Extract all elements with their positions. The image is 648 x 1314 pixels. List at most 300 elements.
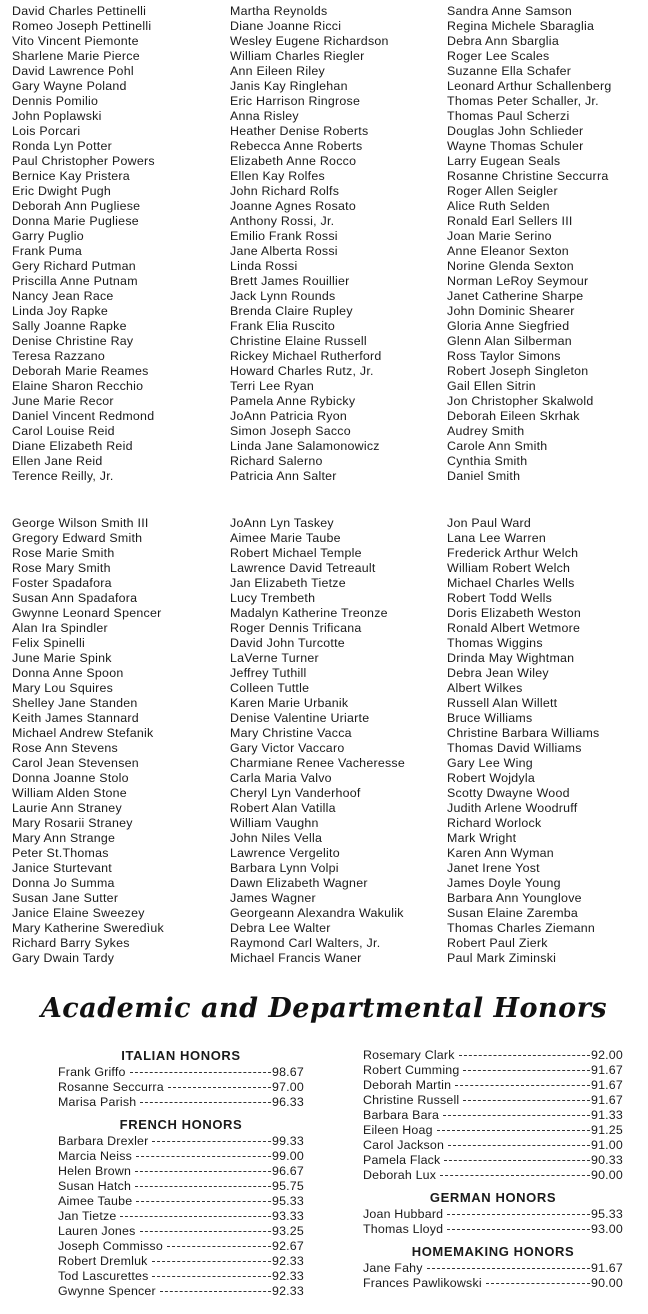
graduate-name: Ronald Albert Wetmore bbox=[447, 621, 581, 635]
honors-entry bbox=[363, 1078, 623, 1093]
leader-dashes bbox=[168, 1086, 271, 1088]
graduate-name: Albert Wilkes bbox=[447, 681, 523, 695]
graduate-name: Roger Lee Scales bbox=[447, 49, 550, 63]
honoree-name: Rosanne Seccurra bbox=[58, 1080, 164, 1094]
leader-dashes bbox=[448, 1144, 590, 1146]
graduate-name: Douglas John Schlieder bbox=[447, 124, 584, 138]
graduate-name: Richard Barry Sykes bbox=[12, 936, 130, 950]
honors-entry bbox=[363, 1138, 623, 1153]
graduate-name: Ellen Jane Reid bbox=[12, 454, 103, 468]
graduate-name: Doris Elizabeth Weston bbox=[447, 606, 582, 620]
graduate-name: Thomas Charles Ziemann bbox=[447, 921, 596, 935]
honors-entry bbox=[363, 1207, 623, 1222]
graduate-name: Jack Lynn Rounds bbox=[230, 289, 336, 303]
graduate-name: Dawn Elizabeth Wagner bbox=[230, 876, 368, 890]
graduate-name: Anthony Rossi, Jr. bbox=[230, 214, 335, 228]
graduate-name: Christine Elaine Russell bbox=[230, 334, 367, 348]
graduate-name: Christine Barbara Williams bbox=[447, 726, 600, 740]
graduate-name: Donna Anne Spoon bbox=[12, 666, 124, 680]
leader-dashes bbox=[160, 1290, 271, 1292]
graduate-name: Debra Jean Wiley bbox=[447, 666, 549, 680]
honors-right-column bbox=[363, 1048, 623, 1291]
honoree-name: Carol Jackson bbox=[363, 1138, 445, 1152]
graduate-name: David John Turcotte bbox=[230, 636, 345, 650]
honors-section-title: FRENCH HONORS bbox=[119, 1117, 243, 1132]
graduate-name: Keith James Stannard bbox=[12, 711, 139, 725]
graduate-name: Lois Porcari bbox=[12, 124, 81, 138]
leader-dashes bbox=[427, 1267, 590, 1269]
honors-entry bbox=[58, 1209, 304, 1224]
honors-entry bbox=[363, 1261, 623, 1276]
leader-dashes bbox=[463, 1069, 590, 1071]
graduate-name: Rose Marie Smith bbox=[12, 546, 115, 560]
honors-entry bbox=[58, 1194, 304, 1209]
leader-dashes bbox=[152, 1140, 271, 1142]
honor-score: 91.67 bbox=[590, 1261, 623, 1275]
honors-section bbox=[363, 1048, 623, 1183]
graduate-name: Simon Joseph Sacco bbox=[230, 424, 351, 438]
graduate-name: Jan Elizabeth Tietze bbox=[230, 576, 346, 590]
honors-entry bbox=[58, 1239, 304, 1254]
graduate-name: Laurie Ann Straney bbox=[12, 801, 122, 815]
honors-entry bbox=[363, 1153, 623, 1168]
graduate-name: Wayne Thomas Schuler bbox=[447, 139, 584, 153]
leader-dashes bbox=[459, 1054, 590, 1056]
graduate-name: Alan Ira Spindler bbox=[12, 621, 108, 635]
honors-entry bbox=[58, 1134, 304, 1149]
graduate-name: Denise Christine Ray bbox=[12, 334, 134, 348]
honoree-name: Deborah Lux bbox=[363, 1168, 437, 1182]
graduate-name: Heather Denise Roberts bbox=[230, 124, 369, 138]
graduate-name: Glenn Alan Silberman bbox=[447, 334, 572, 348]
honor-score: 99.00 bbox=[271, 1149, 304, 1163]
graduate-name: Brett James Rouillier bbox=[230, 274, 350, 288]
name-column-2 bbox=[230, 4, 389, 484]
graduate-name: John Niles Vella bbox=[230, 831, 323, 845]
graduate-name: Michael Francis Waner bbox=[230, 951, 362, 965]
graduate-name: Nancy Jean Race bbox=[12, 289, 114, 303]
graduate-name: Linda Jane Salamonowicz bbox=[230, 439, 380, 453]
honors-entry bbox=[363, 1093, 623, 1108]
graduate-name: Sally Joanne Rapke bbox=[12, 319, 127, 333]
graduate-name: Rebecca Anne Roberts bbox=[230, 139, 363, 153]
honoree-name: Robert Dremluk bbox=[58, 1254, 148, 1268]
honors-entry bbox=[363, 1276, 623, 1291]
graduate-name: William Vaughn bbox=[230, 816, 319, 830]
graduate-name: Priscilla Anne Putnam bbox=[12, 274, 138, 288]
graduate-name: Karen Marie Urbanik bbox=[230, 696, 349, 710]
graduate-name: Rose Mary Smith bbox=[12, 561, 111, 575]
leader-dashes bbox=[440, 1174, 590, 1176]
graduate-name: Michael Andrew Stefanik bbox=[12, 726, 154, 740]
graduate-name: Mary Ann Strange bbox=[12, 831, 116, 845]
honors-entry bbox=[58, 1254, 304, 1269]
leader-dashes bbox=[444, 1159, 590, 1161]
graduate-name: Cheryl Lyn Vanderhoof bbox=[230, 786, 361, 800]
graduate-name: Gary Lee Wing bbox=[447, 756, 533, 770]
graduate-name: Ann Eileen Riley bbox=[230, 64, 325, 78]
graduate-name: Mary Rosarii Straney bbox=[12, 816, 133, 830]
honors-entry bbox=[58, 1269, 304, 1284]
honoree-name: Pamela Flack bbox=[363, 1153, 441, 1167]
honoree-name: Christine Russell bbox=[363, 1093, 460, 1107]
honors-entry bbox=[58, 1080, 304, 1095]
graduate-name: Janice Sturtevant bbox=[12, 861, 112, 875]
honors-entry bbox=[58, 1149, 304, 1164]
graduate-name: Madalyn Katherine Treonze bbox=[230, 606, 388, 620]
leader-dashes bbox=[135, 1185, 271, 1187]
graduate-name: Teresa Razzano bbox=[12, 349, 106, 363]
graduate-name: Donna Jo Summa bbox=[12, 876, 115, 890]
honor-score: 95.33 bbox=[590, 1207, 623, 1221]
graduate-name: Karen Ann Wyman bbox=[447, 846, 554, 860]
graduate-name: Emilio Frank Rossi bbox=[230, 229, 338, 243]
honoree-name: Barbara Drexler bbox=[58, 1134, 149, 1148]
name-column-3 bbox=[447, 516, 599, 966]
honoree-name: Barbara Bara bbox=[363, 1108, 440, 1122]
graduate-name: George Wilson Smith III bbox=[12, 516, 149, 530]
honor-score: 92.33 bbox=[271, 1284, 304, 1298]
graduate-name: Deborah Eileen Skrhak bbox=[447, 409, 580, 423]
honors-section-title: ITALIAN HONORS bbox=[121, 1048, 241, 1063]
honoree-name: Deborah Martin bbox=[363, 1078, 452, 1092]
graduate-name: David Lawrence Pohl bbox=[12, 64, 134, 78]
graduate-name: Carla Maria Valvo bbox=[230, 771, 332, 785]
graduate-name: Norman LeRoy Seymour bbox=[447, 274, 589, 288]
graduate-name: Roger Allen Seigler bbox=[447, 184, 558, 198]
graduate-name: Elizabeth Anne Rocco bbox=[230, 154, 357, 168]
graduate-name: Daniel Smith bbox=[447, 469, 521, 483]
graduate-name: James Wagner bbox=[230, 891, 316, 905]
graduate-name: JoAnn Lyn Taskey bbox=[230, 516, 334, 530]
honor-score: 91.00 bbox=[590, 1138, 623, 1152]
honoree-name: Gwynne Spencer bbox=[58, 1284, 156, 1298]
graduate-name: LaVerne Turner bbox=[230, 651, 319, 665]
graduate-name: Vito Vincent Piemonte bbox=[12, 34, 139, 48]
leader-dashes bbox=[167, 1245, 271, 1247]
graduate-name: Janis Kay Ringlehan bbox=[230, 79, 348, 93]
honoree-name: Joseph Commisso bbox=[58, 1239, 163, 1253]
graduate-name: Susan Ann Spadafora bbox=[12, 591, 138, 605]
graduate-name: Robert Todd Wells bbox=[447, 591, 553, 605]
honors-section bbox=[58, 1116, 304, 1299]
honors-entry bbox=[363, 1123, 623, 1138]
graduate-name: Daniel Vincent Redmond bbox=[12, 409, 155, 423]
graduate-name: Patricia Ann Salter bbox=[230, 469, 337, 483]
graduate-name: Deborah Marie Reames bbox=[12, 364, 149, 378]
graduate-name: Janet Catherine Sharpe bbox=[447, 289, 584, 303]
graduate-name: Lawrence Vergelito bbox=[230, 846, 340, 860]
graduate-name: Charmiane Renee Vacheresse bbox=[230, 756, 406, 770]
graduate-name: Linda Joy Rapke bbox=[12, 304, 109, 318]
graduate-name: Barbara Lynn Volpi bbox=[230, 861, 339, 875]
graduate-name: Rosanne Christine Seccurra bbox=[447, 169, 609, 183]
honoree-name: Frank Griffo bbox=[58, 1065, 126, 1079]
honoree-name: Rosemary Clark bbox=[363, 1048, 455, 1062]
graduate-name: Janice Elaine Sweezey bbox=[12, 906, 145, 920]
honor-score: 92.67 bbox=[271, 1239, 304, 1253]
graduate-name: Mary Katherine Sweredìuk bbox=[12, 921, 165, 935]
graduate-name: Donna Marie Pugliese bbox=[12, 214, 139, 228]
honors-entry bbox=[58, 1164, 304, 1179]
graduate-name: Barbara Ann Younglove bbox=[447, 891, 582, 905]
honors-entry bbox=[58, 1224, 304, 1239]
leader-dashes bbox=[437, 1129, 590, 1131]
graduate-name: John Poplawski bbox=[12, 109, 102, 123]
graduate-name: Romeo Joseph Pettinelli bbox=[12, 19, 152, 33]
graduate-name: Susan Elaine Zaremba bbox=[447, 906, 579, 920]
honor-score: 92.00 bbox=[590, 1048, 623, 1062]
honors-entry bbox=[58, 1065, 304, 1080]
graduate-name: Russell Alan Willett bbox=[447, 696, 558, 710]
honors-section-title: GERMAN HONORS bbox=[429, 1190, 557, 1205]
graduate-name: Terri Lee Ryan bbox=[230, 379, 315, 393]
honor-score: 92.33 bbox=[271, 1269, 304, 1283]
honor-score: 95.75 bbox=[271, 1179, 304, 1193]
graduate-name: Leonard Arthur Schallenberg bbox=[447, 79, 612, 93]
graduate-name: Joanne Agnes Rosato bbox=[230, 199, 356, 213]
graduate-name: Gloria Anne Siegfried bbox=[447, 319, 570, 333]
honors-entry bbox=[363, 1048, 623, 1063]
graduate-name: Rickey Michael Rutherford bbox=[230, 349, 382, 363]
graduate-name: Sharlene Marie Pierce bbox=[12, 49, 140, 63]
graduate-name: Carol Louise Reid bbox=[12, 424, 115, 438]
honoree-name: Tod Lascurettes bbox=[58, 1269, 149, 1283]
honors-entry bbox=[58, 1284, 304, 1299]
honors-entry bbox=[58, 1179, 304, 1194]
graduate-name: Richard Worlock bbox=[447, 816, 542, 830]
honor-score: 99.33 bbox=[271, 1134, 304, 1148]
honoree-name: Eileen Hoag bbox=[363, 1123, 433, 1137]
honoree-name: Jan Tietze bbox=[58, 1209, 117, 1223]
graduate-name: Anna Risley bbox=[230, 109, 299, 123]
graduate-name: Gary Wayne Poland bbox=[12, 79, 127, 93]
honor-score: 91.25 bbox=[590, 1123, 623, 1137]
graduate-name: Ronda Lyn Potter bbox=[12, 139, 112, 153]
graduate-name: James Doyle Young bbox=[447, 876, 561, 890]
graduate-name: Cynthia Smith bbox=[447, 454, 528, 468]
graduate-name: Howard Charles Rutz, Jr. bbox=[230, 364, 374, 378]
graduate-name: Terence Reilly, Jr. bbox=[12, 469, 114, 483]
honor-score: 90.33 bbox=[590, 1153, 623, 1167]
graduate-name: Thomas David Williams bbox=[447, 741, 582, 755]
graduate-name: Bernice Kay Pristera bbox=[12, 169, 130, 183]
graduate-name: Wesley Eugene Richardson bbox=[230, 34, 389, 48]
graduate-name: Joan Marie Serino bbox=[447, 229, 552, 243]
graduate-name: Garry Puglio bbox=[12, 229, 84, 243]
leader-dashes bbox=[120, 1215, 271, 1217]
graduate-name: Denise Valentine Uriarte bbox=[230, 711, 370, 725]
honor-score: 90.00 bbox=[590, 1168, 623, 1182]
graduate-name: Raymond Carl Walters, Jr. bbox=[230, 936, 381, 950]
honors-heading: Academic and Departmental Honors bbox=[40, 993, 608, 1024]
graduate-name: Sandra Anne Samson bbox=[447, 4, 573, 18]
graduate-name: Frank Puma bbox=[12, 244, 82, 258]
honor-score: 93.25 bbox=[271, 1224, 304, 1238]
graduate-name: JoAnn Patricia Ryon bbox=[230, 409, 348, 423]
graduate-name: Linda Rossi bbox=[230, 259, 298, 273]
honoree-name: Thomas Lloyd bbox=[363, 1222, 444, 1236]
graduate-name: Brenda Claire Rupley bbox=[230, 304, 353, 318]
graduate-name: Regina Michele Sbaraglia bbox=[447, 19, 595, 33]
graduate-name: Paul Christopher Powers bbox=[12, 154, 155, 168]
graduate-name: Larry Eugean Seals bbox=[447, 154, 561, 168]
graduate-name: Felix Spinelli bbox=[12, 636, 86, 650]
leader-dashes bbox=[447, 1228, 590, 1230]
honor-score: 90.00 bbox=[590, 1276, 623, 1290]
honors-entry bbox=[363, 1222, 623, 1237]
graduate-name: Gary Victor Vaccaro bbox=[230, 741, 345, 755]
graduate-name: Scotty Dwayne Wood bbox=[447, 786, 570, 800]
graduate-name: Carol Jean Stevensen bbox=[12, 756, 139, 770]
graduate-name: Robert Michael Temple bbox=[230, 546, 362, 560]
honoree-name: Frances Pawlikowski bbox=[363, 1276, 482, 1290]
leader-dashes bbox=[486, 1282, 590, 1284]
graduate-name: Foster Spadafora bbox=[12, 576, 112, 590]
graduate-name: Thomas Paul Scherzi bbox=[447, 109, 570, 123]
graduate-name: William Charles Riegler bbox=[230, 49, 365, 63]
graduate-name: Mark Wright bbox=[447, 831, 517, 845]
graduate-name: Diane Joanne Ricci bbox=[230, 19, 342, 33]
graduate-name: Martha Reynolds bbox=[230, 4, 328, 18]
graduate-name: Peter St.Thomas bbox=[12, 846, 109, 860]
graduate-name: Alice Ruth Selden bbox=[447, 199, 550, 213]
leader-dashes bbox=[463, 1099, 590, 1101]
name-column-2 bbox=[230, 516, 405, 966]
graduate-name: William Robert Welch bbox=[447, 561, 571, 575]
graduate-name: Carole Ann Smith bbox=[447, 439, 548, 453]
graduate-name: Jeffrey Tuthill bbox=[230, 666, 307, 680]
graduate-name: William Alden Stone bbox=[12, 786, 127, 800]
graduate-name: Donna Joanne Stolo bbox=[12, 771, 129, 785]
honors-entry bbox=[363, 1108, 623, 1123]
name-column-3 bbox=[447, 4, 612, 484]
graduate-name: June Marie Recor bbox=[12, 394, 114, 408]
leader-dashes bbox=[447, 1213, 590, 1215]
graduate-name: Robert Joseph Singleton bbox=[447, 364, 589, 378]
honor-score: 93.00 bbox=[590, 1222, 623, 1236]
graduate-name: Dennis Pomilio bbox=[12, 94, 99, 108]
graduate-name: Thomas Peter Schaller, Jr. bbox=[447, 94, 599, 108]
graduate-name: Gery Richard Putman bbox=[12, 259, 136, 273]
graduate-name: Robert Paul Zierk bbox=[447, 936, 548, 950]
graduate-name: June Marie Spink bbox=[12, 651, 112, 665]
honoree-name: Marcia Neiss bbox=[58, 1149, 133, 1163]
graduate-name: Ross Taylor Simons bbox=[447, 349, 561, 363]
honoree-name: Marisa Parish bbox=[58, 1095, 137, 1109]
honors-section-title: HOMEMAKING HONORS bbox=[411, 1244, 575, 1259]
graduate-name: Eric Dwight Pugh bbox=[12, 184, 112, 198]
graduate-name: Jon Paul Ward bbox=[447, 516, 532, 530]
leader-dashes bbox=[136, 1155, 271, 1157]
leader-dashes bbox=[152, 1260, 271, 1262]
graduate-name: Jane Alberta Rossi bbox=[230, 244, 338, 258]
graduate-name: Paul Mark Ziminski bbox=[447, 951, 557, 965]
graduate-name: Mary Christine Vacca bbox=[230, 726, 352, 740]
honor-score: 96.67 bbox=[271, 1164, 304, 1178]
honors-section bbox=[58, 1047, 304, 1110]
graduate-name: Elaine Sharon Recchio bbox=[12, 379, 144, 393]
graduate-name: Ronald Earl Sellers III bbox=[447, 214, 573, 228]
graduate-name: Pamela Anne Rybicky bbox=[230, 394, 356, 408]
honors-left-column bbox=[58, 1047, 304, 1299]
honor-score: 91.33 bbox=[590, 1108, 623, 1122]
graduate-name: Robert Alan Vatilla bbox=[230, 801, 336, 815]
graduate-name: Deborah Ann Pugliese bbox=[12, 199, 141, 213]
graduate-name: Anne Eleanor Sexton bbox=[447, 244, 569, 258]
graduate-name: Debra Ann Sbarglia bbox=[447, 34, 559, 48]
graduate-name: Michael Charles Wells bbox=[447, 576, 575, 590]
honor-score: 96.33 bbox=[271, 1095, 304, 1109]
graduate-name: John Richard Rolfs bbox=[230, 184, 340, 198]
honors-entry bbox=[58, 1095, 304, 1110]
honor-score: 95.33 bbox=[271, 1194, 304, 1208]
graduate-name: Mary Lou Squires bbox=[12, 681, 114, 695]
graduate-name: Ellen Kay Rolfes bbox=[230, 169, 325, 183]
leader-dashes bbox=[130, 1071, 271, 1073]
honor-score: 98.67 bbox=[271, 1065, 304, 1079]
graduate-name: Norine Glenda Sexton bbox=[447, 259, 574, 273]
graduate-name: Rose Ann Stevens bbox=[12, 741, 118, 755]
graduate-name: Jon Christopher Skalwold bbox=[447, 394, 594, 408]
graduate-name: Shelley Jane Standen bbox=[12, 696, 138, 710]
graduate-name: Audrey Smith bbox=[447, 424, 525, 438]
name-column-1 bbox=[12, 4, 155, 484]
graduate-name: Debra Lee Walter bbox=[230, 921, 331, 935]
graduate-name: Diane Elizabeth Reid bbox=[12, 439, 133, 453]
honoree-name: Jane Fahy bbox=[363, 1261, 423, 1275]
graduate-name: Eric Harrison Ringrose bbox=[230, 94, 361, 108]
honoree-name: Helen Brown bbox=[58, 1164, 132, 1178]
graduate-name: Lana Lee Warren bbox=[447, 531, 547, 545]
leader-dashes bbox=[140, 1101, 271, 1103]
honor-score: 91.67 bbox=[590, 1078, 623, 1092]
honor-score: 91.67 bbox=[590, 1063, 623, 1077]
graduate-name: Frederick Arthur Welch bbox=[447, 546, 579, 560]
honors-entry bbox=[363, 1063, 623, 1078]
leader-dashes bbox=[140, 1230, 271, 1232]
name-column-1 bbox=[12, 516, 164, 966]
graduate-name: Roger Dennis Trificana bbox=[230, 621, 362, 635]
graduate-name: Lucy Trembeth bbox=[230, 591, 316, 605]
graduate-name: Frank Elia Ruscito bbox=[230, 319, 336, 333]
graduate-name: David Charles Pettinelli bbox=[12, 4, 147, 18]
leader-dashes bbox=[135, 1170, 271, 1172]
honors-section bbox=[363, 1243, 623, 1291]
graduate-name: Robert Wojdyla bbox=[447, 771, 535, 785]
graduate-name: Gregory Edward Smith bbox=[12, 531, 143, 545]
leader-dashes bbox=[455, 1084, 590, 1086]
graduate-name: Janet Irene Yost bbox=[447, 861, 540, 875]
honor-score: 97.00 bbox=[271, 1080, 304, 1094]
honoree-name: Robert Cumming bbox=[363, 1063, 460, 1077]
honors-section bbox=[363, 1189, 623, 1237]
leader-dashes bbox=[136, 1200, 271, 1202]
graduate-name: Susan Jane Sutter bbox=[12, 891, 119, 905]
graduate-name: Richard Salerno bbox=[230, 454, 323, 468]
graduate-name: Bruce Williams bbox=[447, 711, 533, 725]
leader-dashes bbox=[152, 1275, 271, 1277]
leader-dashes bbox=[443, 1114, 590, 1116]
graduate-name: Judith Arlene Woodruff bbox=[447, 801, 578, 815]
graduate-name: Gary Dwain Tardy bbox=[12, 951, 115, 965]
graduate-name: John Dominic Shearer bbox=[447, 304, 575, 318]
graduate-name: Drinda May Wightman bbox=[447, 651, 575, 665]
graduate-name: Gwynne Leonard Spencer bbox=[12, 606, 162, 620]
graduate-name: Gail Ellen Sitrin bbox=[447, 379, 536, 393]
graduate-name: Georgeann Alexandra Wakulik bbox=[230, 906, 404, 920]
honor-score: 93.33 bbox=[271, 1209, 304, 1223]
